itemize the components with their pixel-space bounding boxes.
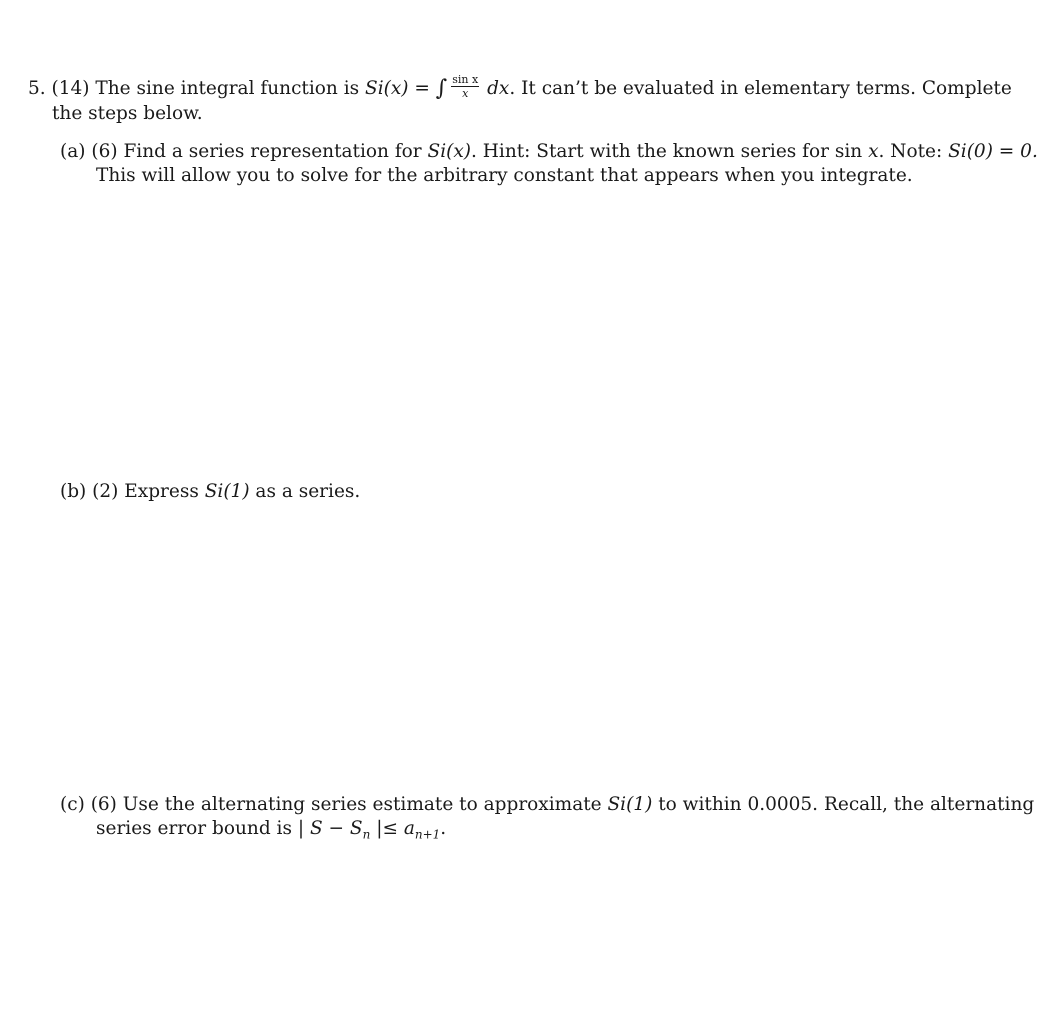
part-b-label: (b) xyxy=(60,481,87,502)
error-bound-expression xyxy=(297,818,441,842)
part-b-si-function: Si(1) xyxy=(204,481,250,502)
part-a-text3: . Note: xyxy=(878,141,943,162)
sinx-over-x-fraction xyxy=(451,74,479,99)
problem-points: (14) xyxy=(51,78,90,99)
error-bound-left: | S − S xyxy=(297,818,363,839)
problem-5 xyxy=(28,72,1012,126)
error-bound-sub-n: n xyxy=(362,827,371,842)
part-c-text1: Use the alternating series estimate to approximate xyxy=(122,794,602,815)
problem-text-after: . It can’t be evaluated in elementary terms. Complete xyxy=(509,78,1012,99)
problem-number: 5. xyxy=(28,78,46,99)
problem-statement-line2: the steps below. xyxy=(52,102,203,124)
part-a-text2: . Hint: Start with the known series for sin xyxy=(471,141,863,162)
part-c-points: (6) xyxy=(90,794,117,815)
part-c-line2 xyxy=(60,817,960,847)
part-a xyxy=(60,140,1038,188)
part-a-text1: Find a series representation for xyxy=(123,141,422,162)
part-b xyxy=(60,480,960,504)
part-c-label: (c) xyxy=(60,794,85,815)
problem-text-before: The sine integral function is xyxy=(95,78,360,99)
part-b-text2: as a series. xyxy=(255,481,361,502)
part-c-line2-text: series error bound is xyxy=(96,818,292,839)
part-b-points: (2) xyxy=(92,481,119,502)
fraction-numerator: sin x xyxy=(452,72,479,86)
part-a-si-function: Si(x) xyxy=(427,141,472,162)
part-a-line1 xyxy=(60,140,1038,164)
part-c xyxy=(60,793,1035,847)
part-c-si-function: Si(1) xyxy=(607,794,653,815)
part-a-points: (6) xyxy=(91,141,118,162)
error-bound-end: . xyxy=(440,818,447,839)
fraction-denominator: x xyxy=(462,86,469,100)
error-bound-mid: |≤ a xyxy=(370,818,415,839)
part-a-var-x: x xyxy=(868,141,879,162)
part-a-line2: This will allow you to solve for the arbitrary constant that appears when you integrate. xyxy=(96,165,913,186)
part-b-text1: Express xyxy=(124,481,199,502)
part-c-line1 xyxy=(60,793,1035,817)
differential-dx: dx xyxy=(487,78,510,99)
part-b-line1 xyxy=(60,480,960,504)
part-a-note: Si(0) = 0. xyxy=(948,141,1038,162)
integral-sign: ∫ xyxy=(435,76,448,101)
part-c-text2: to within 0.0005. Recall, the alternating xyxy=(658,794,1035,815)
part-a-label: (a) xyxy=(60,141,86,162)
problem-statement-line1 xyxy=(28,72,1012,102)
si-function: Si(x) = xyxy=(365,78,430,99)
error-bound-sub-n1: n+1 xyxy=(414,827,441,842)
